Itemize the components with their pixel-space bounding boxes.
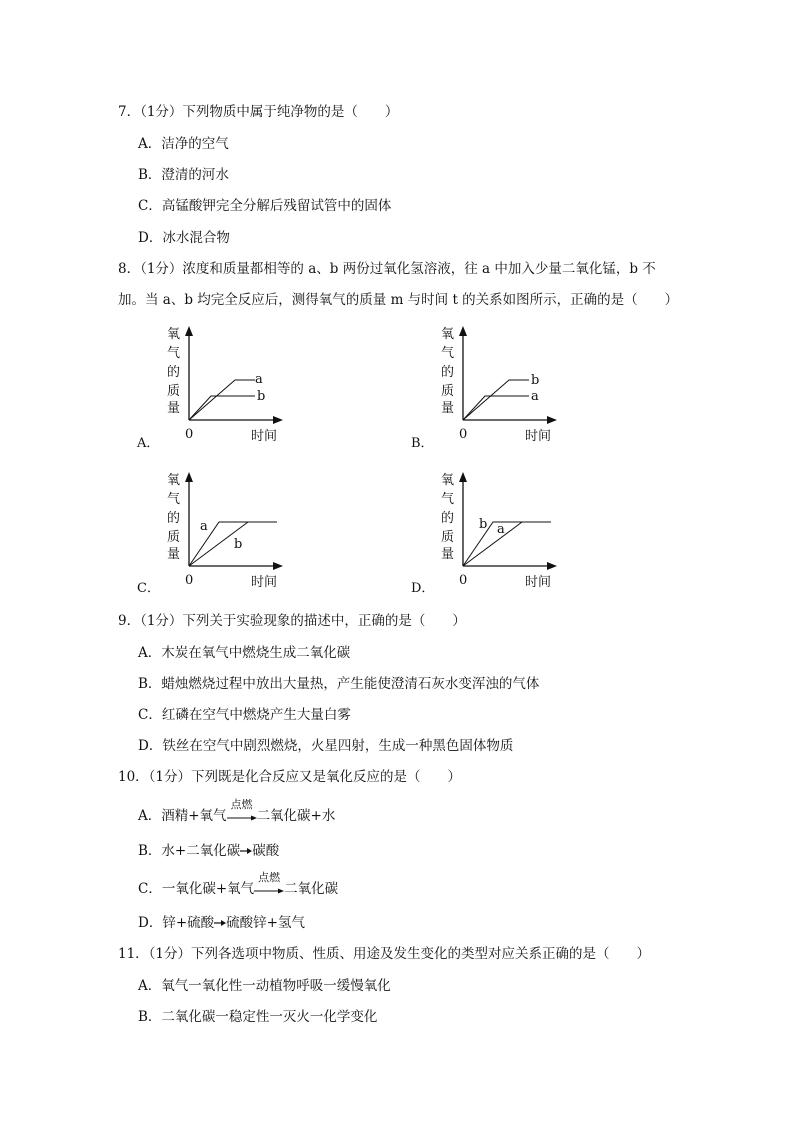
q7-option-d[interactable]: D．冰水混合物: [138, 230, 230, 246]
reaction-condition: 点燃: [230, 798, 253, 811]
q10-option-c-products: 二氧化碳: [284, 881, 339, 897]
q10-option-d-products: 硫酸锌+氢气: [226, 915, 305, 931]
q9-option-a[interactable]: A．木炭在氧气中燃烧生成二氧化碳: [138, 645, 351, 661]
q11-option-b[interactable]: B．二氧化碳一稳定性一灭火一化学变化: [138, 1009, 378, 1025]
q11-stem: 11．（1分）下列各选项中物质、性质、用途及发生变化的类型对应关系正确的是（ ）: [118, 946, 651, 962]
x-axis-label: 时间: [525, 575, 552, 590]
graph-c-option[interactable]: C．: [137, 581, 160, 596]
q8-graph-b: [411, 322, 561, 452]
q7-option-a[interactable]: A．洁净的空气: [138, 136, 229, 152]
y-axis-label-char: 气: [441, 346, 455, 361]
origin-label: 0: [459, 427, 468, 442]
origin-label: 0: [185, 573, 194, 588]
reaction-arrow-icon: [214, 914, 226, 932]
y-axis-label-char: 量: [441, 547, 455, 562]
q10-option-a[interactable]: [138, 798, 336, 825]
graph-b-upper-label: b: [531, 373, 540, 388]
q9-option-b[interactable]: B．蜡烛燃烧过程中放出大量热，产生能使澄清石灰水变浑浊的气体: [138, 676, 540, 692]
reaction-arrow-icon: [254, 871, 284, 898]
y-axis-label-char: 质: [167, 384, 181, 399]
y-axis-label-char: 质: [441, 384, 455, 399]
q10-option-c-reactants: C．一氧化碳+氧气: [138, 881, 255, 897]
q8-graph-d: [411, 468, 561, 598]
origin-label: 0: [185, 427, 194, 442]
y-axis-label-char: 质: [167, 530, 181, 545]
q8-graph-c: [137, 468, 287, 598]
q10-option-b-products: 碳酸: [252, 843, 280, 859]
q10-stem: 10．（1分）下列既是化合反应又是氧化反应的是（ ）: [118, 769, 462, 785]
q10-option-d[interactable]: [138, 914, 305, 932]
y-axis-label-char: 气: [167, 346, 181, 361]
y-axis-label-char: 的: [441, 511, 455, 526]
graph-b-lower-label: a: [531, 389, 539, 404]
graph-d-slow-label: a: [497, 522, 505, 537]
graph-c-fast-label: a: [200, 519, 208, 534]
x-axis-label: 时间: [525, 429, 552, 444]
q9-stem: 9．（1分）下列关于实验现象的描述中，正确的是（ ）: [118, 613, 466, 629]
y-axis-label-char: 氧: [441, 473, 455, 488]
q7-option-c[interactable]: C．高锰酸钾完全分解后残留试管中的固体: [138, 198, 392, 214]
y-axis-label-char: 氧: [167, 327, 181, 342]
q11-option-a[interactable]: A．氧气一氧化性一动植物呼吸一缓慢氧化: [138, 978, 391, 994]
y-axis-label-char: 气: [441, 492, 455, 507]
graph-a-option[interactable]: A．: [137, 436, 160, 451]
q9-option-d[interactable]: D．铁丝在空气中剧烈燃烧，火星四射，生成一种黑色固体物质: [138, 738, 514, 754]
q9-option-c[interactable]: C．红磷在空气中燃烧产生大量白雾: [138, 707, 351, 723]
q10-option-a-reactants: A．酒精+氧气: [138, 808, 227, 824]
x-axis-label: 时间: [251, 575, 278, 590]
q7-stem: 7．（1分）下列物质中属于纯净物的是（ ）: [118, 104, 399, 120]
y-axis-label-char: 的: [441, 365, 455, 380]
q8-stem-line1: 8．（1分）浓度和质量都相等的 a、b 两份过氧化氢溶液，往 a 中加入少量二氧化锰，b 不: [118, 261, 656, 277]
graph-a-lower-label: b: [257, 389, 266, 404]
graph-c-slow-label: b: [234, 537, 243, 552]
y-axis-label-char: 量: [167, 547, 181, 562]
q8-stem-line2: 加。当 a、b 均完全反应后，测得氧气的质量 m 与时间 t 的关系如图所示，正确的是（ ）: [118, 292, 679, 308]
graph-b-option[interactable]: B．: [411, 436, 434, 451]
y-axis-label-char: 氧: [441, 327, 455, 342]
q7-option-b[interactable]: B．澄清的河水: [138, 167, 229, 183]
graph-d-option[interactable]: D．: [411, 581, 435, 596]
reaction-arrow-icon: [227, 798, 257, 825]
q10-option-d-reactants: D．锌+硫酸: [138, 915, 215, 931]
origin-label: 0: [459, 573, 468, 588]
y-axis-label-char: 的: [167, 365, 181, 380]
graph-a-upper-label: a: [255, 372, 263, 387]
q10-option-c[interactable]: [138, 871, 339, 898]
y-axis-label-char: 的: [167, 511, 181, 526]
y-axis-label-char: 量: [167, 401, 181, 416]
q8-graph-a: [137, 322, 287, 452]
q10-option-b[interactable]: [138, 842, 279, 860]
q10-option-a-products: 二氧化碳+水: [256, 808, 336, 824]
y-axis-label-char: 量: [441, 401, 455, 416]
x-axis-label: 时间: [251, 429, 278, 444]
y-axis-label-char: 气: [167, 492, 181, 507]
reaction-condition: 点燃: [258, 871, 281, 884]
graph-d-fast-label: b: [479, 517, 488, 532]
reaction-arrow-icon: [240, 842, 252, 860]
y-axis-label-char: 氧: [167, 473, 181, 488]
q10-option-b-reactants: B．水+二氧化碳: [138, 843, 241, 859]
y-axis-label-char: 质: [441, 530, 455, 545]
